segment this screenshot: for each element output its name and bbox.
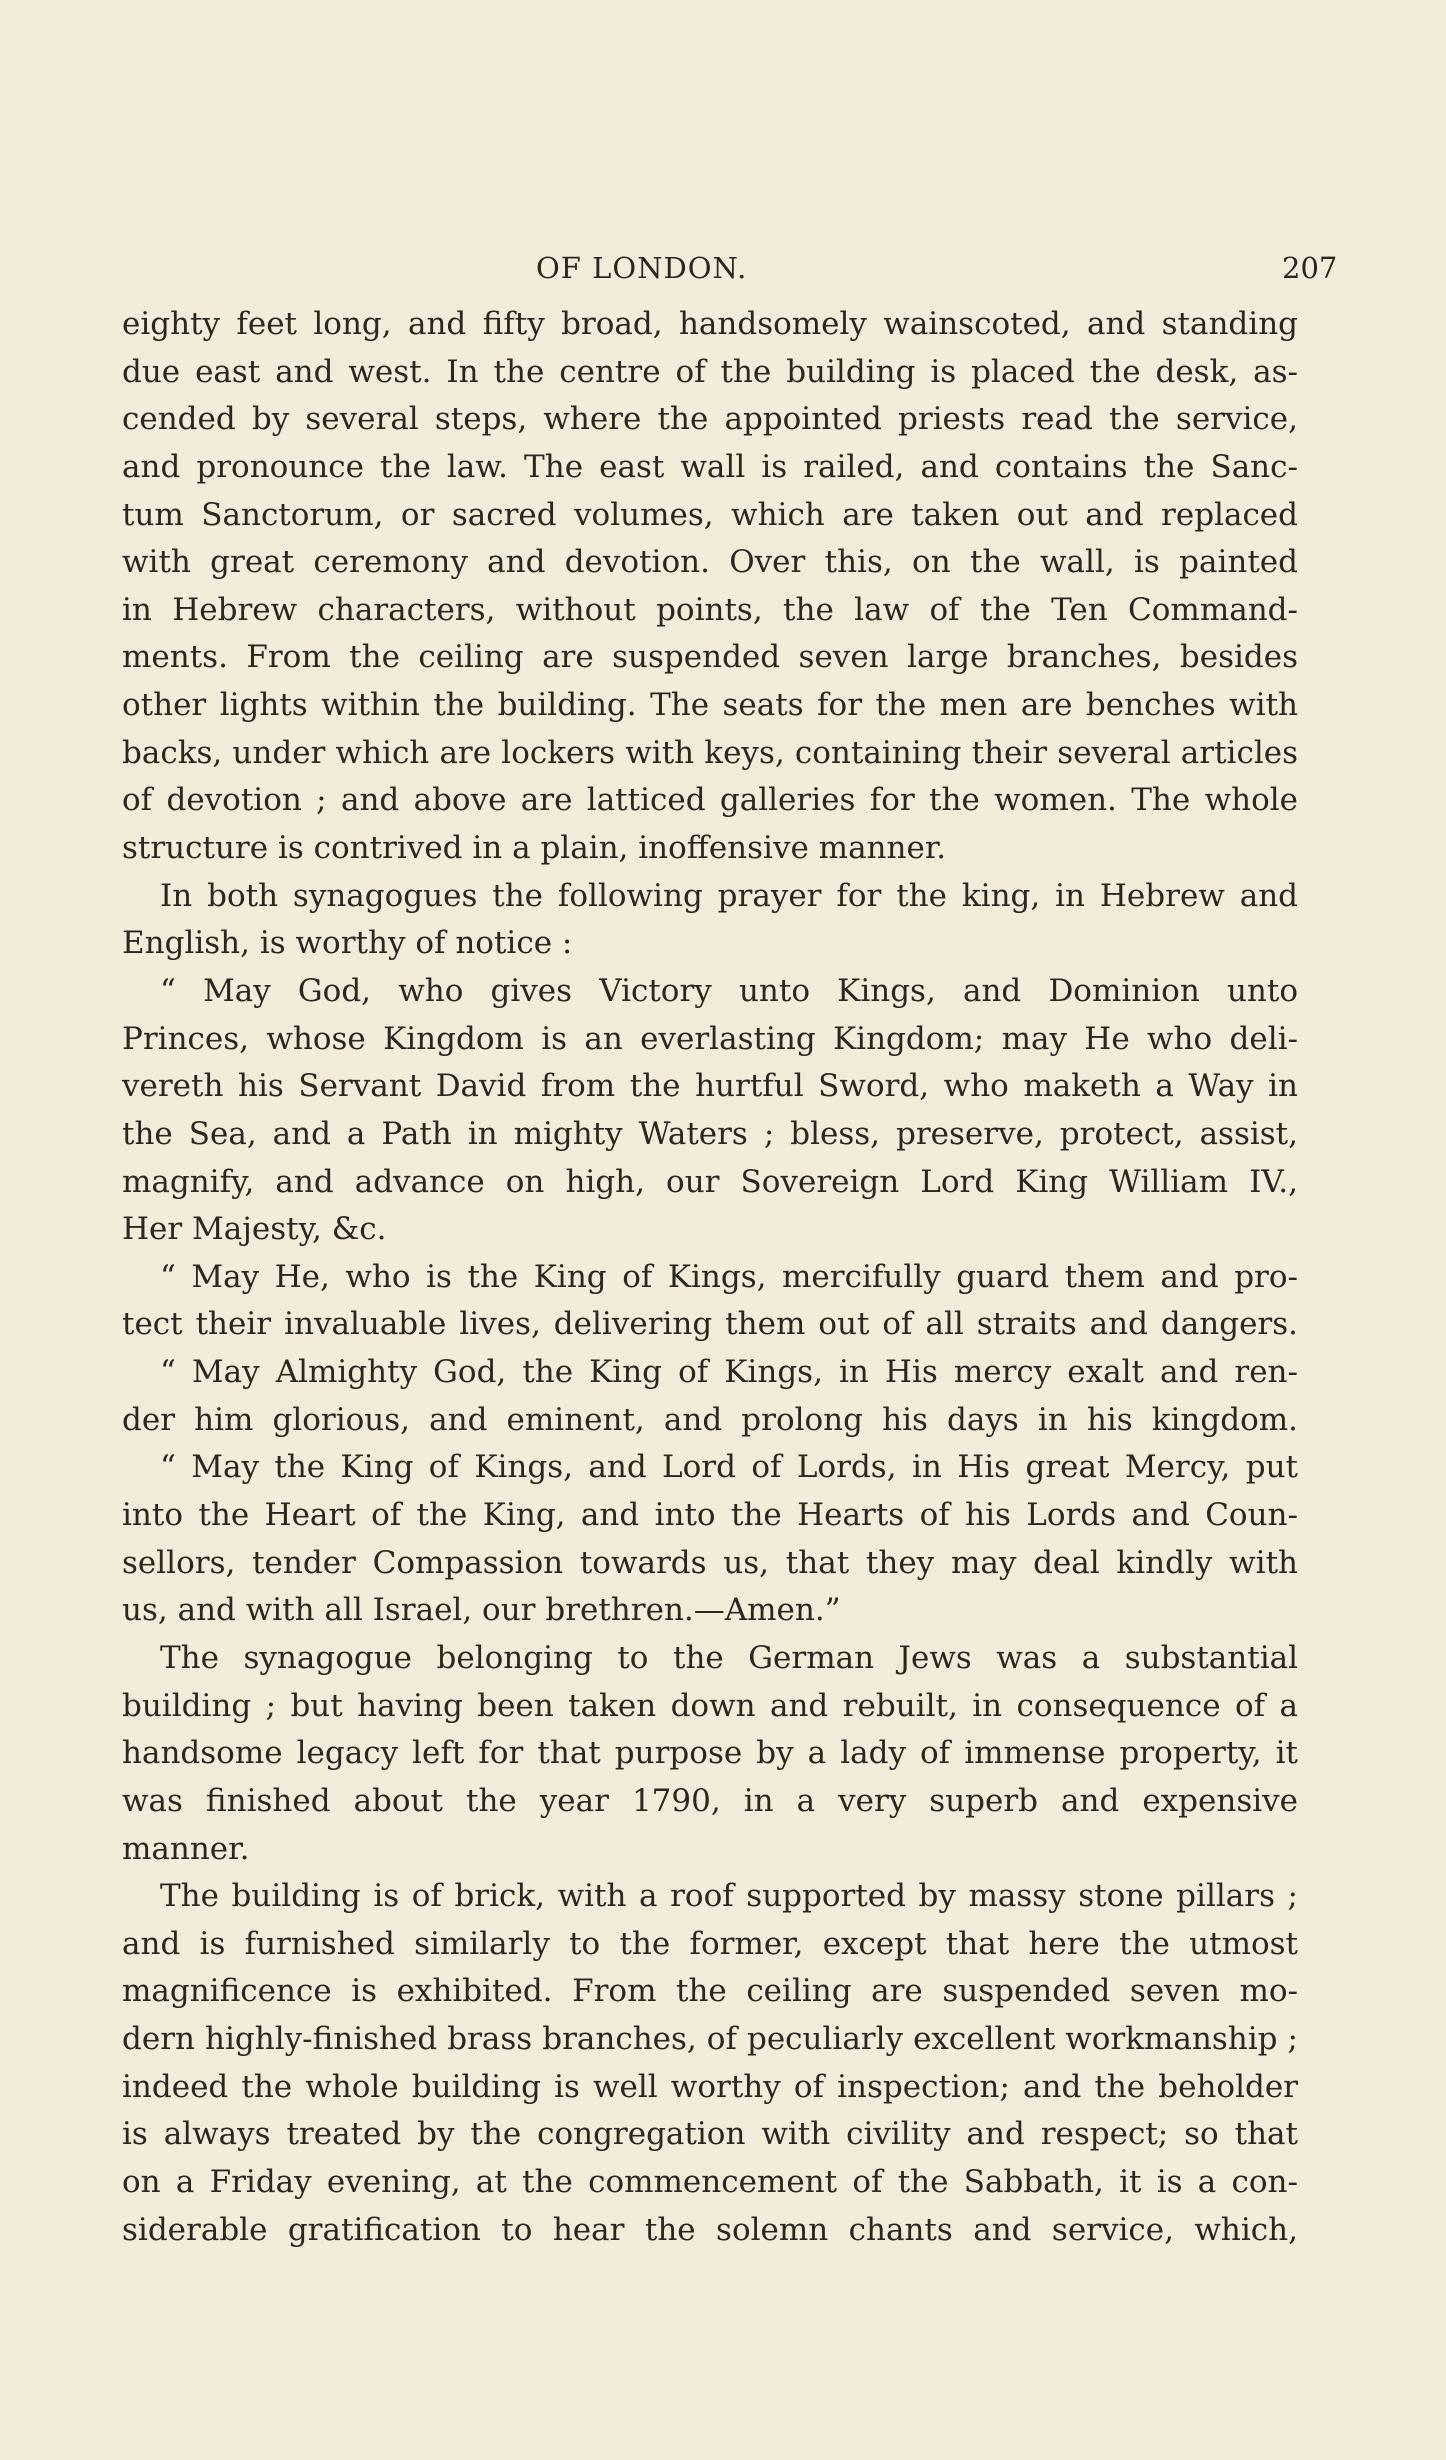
body-text (122, 301, 1298, 2254)
text-line: structure is contrived in a plain, inoffensive manner. (122, 830, 947, 867)
text-line: In both synagogues the following prayer for the king, in Hebrew and (160, 877, 1298, 914)
text-line: is always treated by the congregation with civility and respect; so that (122, 2116, 1298, 2153)
text-line: “ May He, who is the King of Kings, mercifully guard them and pro- (160, 1258, 1298, 1295)
text-line: backs, under which are lockers with keys, containing their several articles (122, 734, 1298, 771)
text-line: and pronounce the law. The east wall is railed, and contains the Sanc- (122, 448, 1298, 485)
text-line: “ May God, who gives Victory unto Kings, and Dominion unto (160, 972, 1298, 1009)
text-line: magnify, and advance on high, our Sovereign Lord King William IV., (122, 1163, 1298, 1200)
text-line: on a Friday evening, at the commencement of the Sabbath, it is a con- (122, 2163, 1298, 2200)
text-line: “ May Almighty God, the King of Kings, in His mercy exalt and ren- (160, 1354, 1298, 1391)
text-line: manner. (122, 1830, 250, 1867)
text-line: The synagogue belonging to the German Jews was a substantial (160, 1639, 1298, 1676)
text-line: dern highly-finished brass branches, of peculiarly excellent workmanship ; (122, 2021, 1298, 2058)
text-line: of devotion ; and above are latticed galleries for the women. The whole (122, 782, 1298, 819)
text-line: der him glorious, and eminent, and prolong his days in his kingdom. (122, 1401, 1298, 1438)
text-line: other lights within the building. The seats for the men are benches with (122, 687, 1298, 724)
text-line: The building is of brick, with a roof supported by massy stone pillars ; (160, 1878, 1298, 1915)
text-line: magnificence is exhibited. From the ceiling are suspended seven mo- (122, 1973, 1298, 2010)
text-line: us, and with all Israel, our brethren.—Amen.” (122, 1592, 841, 1629)
text-line: into the Heart of the King, and into the Hearts of his Lords and Coun- (122, 1497, 1298, 1534)
text-line: in Hebrew characters, without points, the law of the Ten Command- (122, 591, 1298, 628)
text-line: indeed the whole building is well worthy of inspection; and the beholder (122, 2068, 1298, 2105)
text-line: due east and west. In the centre of the building is placed the desk, as- (122, 353, 1298, 390)
text-line: building ; but having been taken down and rebuilt, in consequence of a (122, 1687, 1298, 1724)
text-line: tect their invaluable lives, delivering them out of all straits and dangers. (122, 1306, 1298, 1343)
text-line: Princes, whose Kingdom is an everlasting Kingdom; may He who deli- (122, 1020, 1298, 1057)
text-line: eighty feet long, and fifty broad, handsomely wainscoted, and standing (122, 306, 1298, 342)
page-number: 207 (1282, 251, 1338, 285)
text-line: ments. From the ceiling are suspended seven large branches, besides (122, 639, 1298, 676)
text-line: Her Majesty, &c. (122, 1211, 387, 1248)
page-header (0, 248, 1446, 288)
text-line: and is furnished similarly to the former, except that here the utmost (122, 1925, 1298, 1962)
text-line: was finished about the year 1790, in a very superb and expensive (122, 1782, 1298, 1819)
text-line: siderable gratification to hear the solemn chants and service, which, (122, 2211, 1298, 2248)
text-line: “ May the King of Kings, and Lord of Lords, in His great Mercy, put (160, 1449, 1298, 1486)
text-line: the Sea, and a Path in mighty Waters ; bless, preserve, protect, assist, (122, 1115, 1298, 1152)
text-line: with great ceremony and devotion. Over this, on the wall, is painted (122, 544, 1298, 581)
text-line: sellors, tender Compassion towards us, that they may deal kindly with (122, 1544, 1298, 1581)
text-line: English, is worthy of notice : (122, 925, 573, 962)
text-line: handsome legacy left for that purpose by a lady of immense property, it (122, 1735, 1298, 1772)
text-line: cended by several steps, where the appointed priests read the service, (122, 401, 1298, 438)
running-head: OF LONDON. (536, 251, 748, 285)
text-line: vereth his Servant David from the hurtful Sword, who maketh a Way in (122, 1068, 1298, 1105)
text-line: tum Sanctorum, or sacred volumes, which are taken out and replaced (122, 496, 1298, 533)
